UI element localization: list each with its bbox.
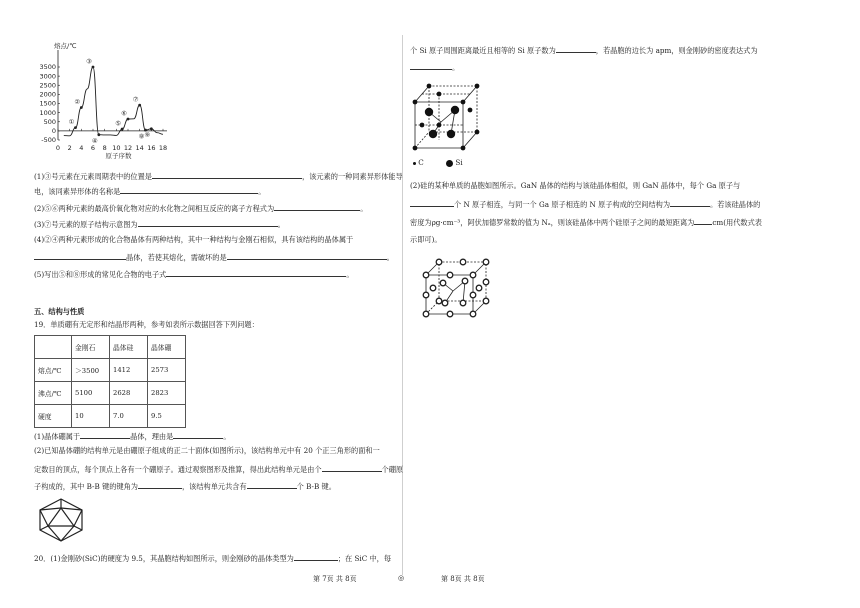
q4-line1 <box>34 235 353 245</box>
point-label: ① <box>68 117 75 126</box>
q19-text: (1)晶体硼属于 <box>34 432 81 441</box>
point-label: ⑨ <box>144 131 151 140</box>
table-cell: 2823 <box>148 382 186 405</box>
q3-text: 。 <box>277 220 285 229</box>
q2-text: 个 N 原子相连，与同一个 Ga 原子相连的 N 原子构成的空间结构为 <box>454 200 671 209</box>
data-point <box>92 66 95 69</box>
answer-blank <box>694 216 712 225</box>
q5-text: (5)写出⑤和⑧形成的常见化合物的电子式 <box>34 270 167 279</box>
x-tick-label: 14 <box>135 144 144 152</box>
y-tick-label: 3500 <box>39 63 56 72</box>
table-header-cell: 晶体硼 <box>148 336 186 359</box>
table-header-cell: 金刚石 <box>72 336 110 359</box>
table-cell: ＞3500 <box>72 359 110 382</box>
silicon-unit-cell-figure <box>423 259 489 317</box>
table-cell: 2628 <box>110 382 148 405</box>
q20-continued-line1 <box>410 44 758 56</box>
x-axis-label: 原子序数 <box>105 152 132 160</box>
center-binding-mark: ◎ <box>398 574 405 582</box>
q4-text: 。 <box>386 253 394 262</box>
y-tick-label: 0 <box>51 127 56 136</box>
q19-2-line2 <box>34 463 403 475</box>
data-point <box>138 104 141 107</box>
y-tick-label: 1000 <box>39 108 56 117</box>
point-label: ⑧ <box>138 132 145 141</box>
table-cell: 7.0 <box>110 405 148 428</box>
si-atom-dot-icon <box>446 160 453 167</box>
table-cell: 9.5 <box>148 405 186 428</box>
q1-line1 <box>34 170 403 182</box>
q19-2-line3 <box>34 480 336 492</box>
answer-blank <box>556 44 596 53</box>
x-tick-label: 16 <box>147 144 156 152</box>
table-cell: 硬度 <box>35 405 72 428</box>
table-cell: 沸点/℃ <box>35 382 72 405</box>
q1-line2 <box>34 185 265 197</box>
y-tick-label: 500 <box>43 117 56 126</box>
y-tick-label: -500 <box>41 136 56 145</box>
q2-text: cm(用代数式表 <box>712 218 762 227</box>
table-cell: 10 <box>72 405 110 428</box>
q2-right-line1: (2)硅的某种单质的晶胞如图所示。GaN 晶体的结构与该硅晶体相似，则 GaN 晶体中，每个 Ga 原子与 <box>410 181 741 190</box>
q4-text: 晶体，若使其熔化，需破坏的是 <box>126 253 227 262</box>
data-point <box>150 127 153 130</box>
table-cell: 5100 <box>72 382 110 405</box>
answer-blank <box>138 218 278 227</box>
sic-unit-cell-figure <box>411 82 483 152</box>
q19-intro: 19．单质硼有无定形和结晶形两种，参考如表所示数据回答下列问题： <box>34 320 259 329</box>
data-point <box>97 133 100 136</box>
point-label: ⑤ <box>115 119 122 128</box>
q2-text: 。若该硅晶体的 <box>710 200 761 209</box>
x-tick-label: 10 <box>112 144 121 152</box>
answer-blank <box>120 185 258 194</box>
point-label: ④ <box>91 137 98 146</box>
answer-blank <box>173 430 223 439</box>
q20-text: ；在 SiC 中，每 <box>337 554 392 563</box>
answer-blank <box>227 251 387 260</box>
section-title: 五、结构与性质 <box>34 307 85 316</box>
page-number: 第 8页 共 8页 <box>441 575 485 583</box>
right-page <box>405 0 860 608</box>
point-label: ⑥ <box>121 109 127 118</box>
table-cell: 2573 <box>148 359 186 382</box>
q2-right-line3 <box>410 216 762 228</box>
q19-text: 个硼原 <box>381 465 404 474</box>
page-number: 第 7页 共 8页 <box>313 575 357 583</box>
q20-continued-line2 <box>410 61 459 73</box>
x-tick-label: 2 <box>67 144 72 152</box>
q5-line <box>34 268 354 280</box>
data-point <box>127 118 130 121</box>
x-tick-label: 8 <box>102 144 107 152</box>
icosahedron-figure <box>34 496 88 544</box>
q4-line2 <box>34 251 394 263</box>
q2-right-line4: 示即可)。 <box>410 235 442 244</box>
table-row <box>35 359 186 382</box>
table-header-row <box>35 336 186 359</box>
legend-si-label: Si <box>455 158 463 167</box>
q19-text: 。 <box>223 432 231 441</box>
x-tick-label: 0 <box>55 144 61 152</box>
q20-text: 个 Si 原子周围距离最近且相等的 Si 原子数为 <box>410 46 556 55</box>
q2-text: 。 <box>360 204 368 213</box>
table-cell: 熔点/℃ <box>35 359 72 382</box>
q1-text: 电，该同素异形体的名称是 <box>34 187 121 196</box>
q1-text: (1)③号元素在元素周期表中的位置是 <box>34 172 152 181</box>
q2-text: 密度为ρg·cm⁻³，阿伏加德罗常数的值为 Nₐ，则该硅晶体中两个硅原子之间的最短距离为 <box>410 218 695 227</box>
q3-line <box>34 218 285 230</box>
q20-text: 20．(1)金刚砂(SiC)的硬度为 9.5，其晶胞结构如图所示，则金刚砂的晶体类型为 <box>34 554 294 563</box>
property-table <box>34 335 186 428</box>
y-tick-label: 1500 <box>39 99 56 108</box>
data-point <box>121 128 124 131</box>
figure-legend <box>413 158 463 168</box>
answer-blank <box>410 198 454 207</box>
table-row <box>35 382 186 405</box>
q2-line <box>34 202 367 214</box>
q20-line <box>34 552 391 564</box>
q19-text: 定数目的顶点，每个顶点上各有一个硼原子。通过观察图形及推算，得出此结构单元是由个 <box>34 465 322 474</box>
y-axis-label: 熔点/℃ <box>54 42 77 50</box>
point-label: ③ <box>86 57 92 66</box>
q19-text: 子构成的，其中 B-B 键的键角为 <box>34 482 138 491</box>
q19-text: 晶体，理由是 <box>130 432 174 441</box>
y-tick-label: 2500 <box>39 81 56 90</box>
q2-text: (2)⑤⑥两种元素的最高价氧化物对应的水化物之间相互反应的离子方程式为 <box>34 204 275 213</box>
y-tick-label: 2000 <box>39 90 56 99</box>
point-label: ② <box>74 97 81 106</box>
answer-blank <box>410 61 452 70</box>
legend-c-label: C <box>418 158 424 167</box>
table-header-cell <box>35 336 72 359</box>
q5-text: 。 <box>346 270 354 279</box>
table-cell: 1412 <box>110 359 148 382</box>
answer-blank <box>670 198 710 207</box>
table-header-cell: 晶体硅 <box>110 336 148 359</box>
melting-point-chart <box>0 0 400 170</box>
left-page <box>0 0 405 608</box>
q20-text: 。 <box>452 63 460 72</box>
c-atom-dot-icon <box>413 162 416 165</box>
q20-text: ，若晶胞的边长为 apm，则金刚砂的密度表达式为 <box>595 46 758 55</box>
answer-blank <box>166 268 346 277</box>
y-tick-label: 3000 <box>39 72 56 81</box>
x-tick-label: 6 <box>90 144 96 152</box>
data-point <box>80 106 83 109</box>
point-label: ⑦ <box>132 95 139 104</box>
q1-text: 。 <box>258 187 266 196</box>
answer-blank <box>294 552 338 561</box>
data-point <box>74 126 77 129</box>
answer-blank <box>138 480 182 489</box>
q19-text: ，该结构单元共含有 <box>181 482 247 491</box>
answer-blank <box>34 251 126 260</box>
answer-blank <box>247 480 297 489</box>
x-tick-label: 12 <box>123 144 133 152</box>
answer-blank <box>152 170 302 179</box>
q2-right-line2 <box>410 198 760 210</box>
x-tick-label: 18 <box>158 144 168 152</box>
answer-blank <box>274 202 360 211</box>
x-tick-label: 4 <box>79 144 84 152</box>
q19-text: 个 B-B 键。 <box>296 482 336 491</box>
q4-text: (4)②④两种元素形成的化合物晶体有两种结构，其中一种结构与金刚石相似，具有该结构的晶体属于 <box>34 235 354 244</box>
answer-blank <box>322 463 382 472</box>
answer-blank <box>80 430 130 439</box>
q19-1-line <box>34 430 230 442</box>
q3-text: (3)⑦号元素的原子结构示意图为 <box>34 220 138 229</box>
q19-2-line1: (2)已知晶体硼的结构单元是由硼原子组成的正二十面体(如图所示)，该结构单元中有 20 个正三角形的面和一 <box>34 446 380 455</box>
table-row <box>35 405 186 428</box>
q1-text: ，该元素的一种同素异形体能导 <box>302 172 403 181</box>
